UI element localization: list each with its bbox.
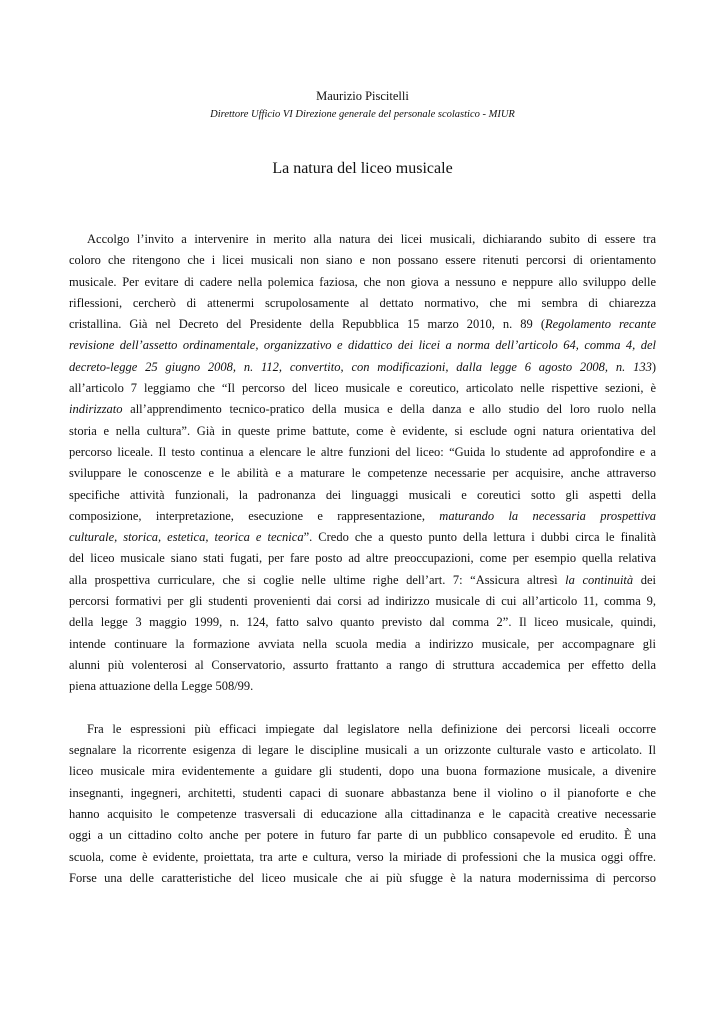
text-line: alunni più volenterosi al Conservatorio, assurto frattanto a rango di struttura accademica per effetto della — [69, 657, 656, 672]
italic-segment: Regolamento recante — [545, 317, 656, 332]
text-line — [69, 570, 656, 591]
text-line: musicale. Per evitare di cadere nella polemica faziosa, che non giova a nessuno e neppure allo sviluppo delle — [69, 274, 656, 289]
author-name: Maurizio Piscitelli — [316, 89, 409, 103]
text-line — [69, 335, 656, 356]
text-line — [69, 357, 656, 378]
italic-segment: maturando la necessaria prospettiva — [439, 508, 657, 523]
text-segment: dei — [633, 572, 656, 587]
text-segment: ) — [651, 359, 656, 374]
author-affiliation: Direttore Ufficio VI Direzione generale del personale scolastico - MIUR — [210, 109, 515, 120]
text-line: percorso liceale. Il testo continua a elencare le altre funzioni del liceo: “Guida lo studente ad approfondire e a — [69, 444, 656, 459]
text-line: segnalare la ricorrente esigenza di legare le discipline musicali a un orizzonte culturale vasto e articolato. Il — [69, 743, 656, 758]
italic-segment: revisione dell’assetto ordinamentale, organizzativo e didattico dei licei a norma dell’articolo 64, comma 4, del — [69, 338, 656, 353]
text-segment: ”. Credo che a questo punto della lettura i dubbi circa le finalità — [303, 530, 657, 545]
paragraph-2 — [69, 719, 656, 889]
text-line — [69, 527, 656, 548]
text-line: Forse una delle caratteristiche del liceo musicale che ai più sfugge è la natura modernissima di percorso — [69, 870, 656, 885]
text-line: Accolgo l’invito a intervenire in merito alla natura dei licei musicali, dichiarando subito di essere tra — [87, 232, 656, 246]
text-segment: all’apprendimento tecnico-pratico della musica e della danza e allo studio del loro ruolo nella — [122, 402, 656, 417]
text-line: della legge 3 maggio 1999, n. 124, fatto salvo quanto previsto dal comma 2”. Il liceo musicale, quindi, — [69, 615, 656, 630]
text-line: coloro che ritengono che i licei musicali non siano e non possano essere ritenuti percorsi di orientamento — [69, 253, 656, 268]
text-line: intende continuare la formazione avviata nella scuola media a indirizzo musicale, per accompagnare gli — [69, 636, 656, 651]
text-line: piena attuazione della Legge 508/99. — [69, 679, 254, 694]
italic-segment: decreto-legge 25 giugno 2008, n. 112, convertito, con modificazioni, dalla legge 6 agosto 2008, n. 133 — [69, 359, 652, 374]
paragraph-gap — [69, 698, 656, 719]
document-title: La natura del liceo musicale — [272, 160, 453, 177]
text-line: all’articolo 7 leggiamo che “Il percorso del liceo musicale e coreutico, articolato nelle rispettive sezioni, è — [69, 381, 656, 396]
text-line: insegnanti, ingegneri, architetti, studenti capaci di suonare abbastanza bene il violino o il pianoforte e che — [69, 785, 656, 800]
text-line: percorsi formativi per gli studenti provenienti dai corsi ad indirizzo musicale di cui all’articolo 11, comma 9, — [69, 594, 656, 609]
document-body — [69, 229, 656, 889]
text-line: liceo musicale mira evidentemente a guidare gli studenti, dopo una buona formazione musicale, a divenire — [69, 764, 656, 779]
text-segment: cristallina. Già nel Decreto del Presidente della Repubblica 15 marzo 2010, n. 89 ( — [69, 317, 545, 332]
text-line — [69, 506, 656, 527]
italic-segment: indirizzato — [69, 402, 123, 417]
text-line: del liceo musicale siano stati fugati, per fare posto ad altre preoccupazioni, come per esempio quella relativa — [69, 551, 656, 566]
text-line: riflessioni, cercherò di attenermi scrupolosamente al dettato normativo, che mi sembra di chiarezza — [69, 295, 656, 310]
text-line: storia e nella cultura”. Già in queste prime battute, come è evidente, si esclude ogni natura orientativa del — [69, 423, 656, 438]
text-line: scuola, come è evidente, proiettata, tra arte e cultura, verso la miriade di professioni che la musica oggi offre. — [69, 849, 656, 864]
paragraph-1 — [69, 229, 656, 698]
text-line: sviluppare le conoscenze e le abilità e a maturare le competenze necessarie per acquisire, anche attraverso — [69, 466, 656, 481]
text-line — [69, 399, 656, 420]
italic-segment: la continuità — [565, 572, 634, 587]
italic-segment: culturale, storica, estetica, teorica e tecnica — [69, 530, 304, 545]
text-line: specifiche attività funzionali, la padronanza dei linguaggi musicali e coreutici sotto gli aspetti della — [69, 487, 656, 502]
text-line: hanno acquisito le competenze trasversali di educazione alla cittadinanza e le capacità creative necessarie — [69, 807, 656, 822]
text-line: oggi a un cittadino colto anche per potere in futuro far parte di un pubblico consapevole ed erudito. È una — [69, 828, 656, 843]
text-segment: composizione, interpretazione, esecuzione e rappresentazione, — [69, 508, 440, 523]
text-line — [69, 314, 656, 335]
text-segment: alla prospettiva curriculare, che si coglie nelle ultime righe dell’art. 7: “Assicura altresì — [69, 572, 566, 587]
text-line: Fra le espressioni più efficaci impiegate dal legislatore nella definizione dei percorsi liceali occorre — [87, 721, 656, 736]
